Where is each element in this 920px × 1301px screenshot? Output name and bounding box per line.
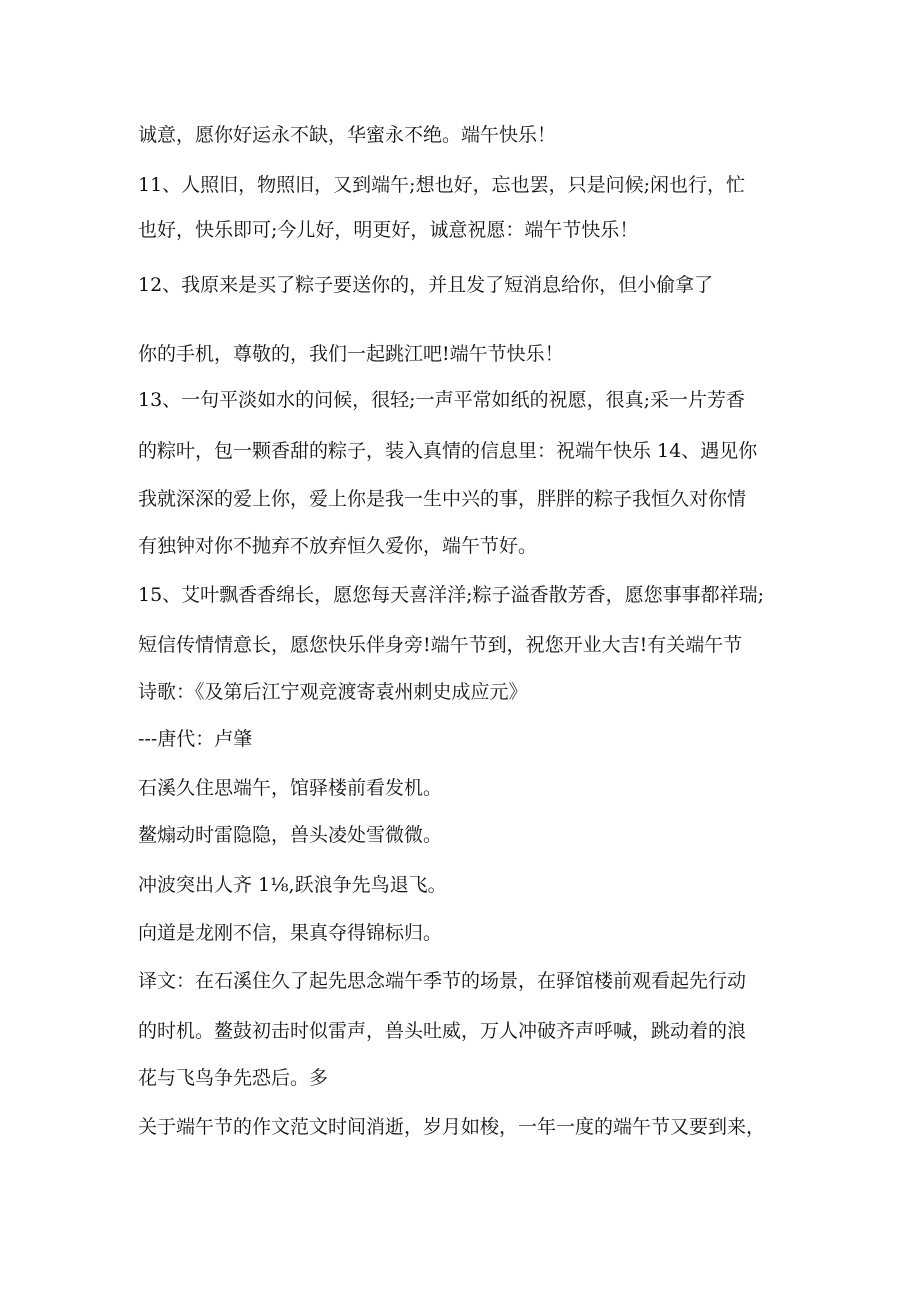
text-line: 译文：在石溪住久了起先思念端午季节的场景，在驿馆楼前观看起先行动 [138,970,747,992]
text-line: 13、一句平淡如水的问候，很轻;一声平常如纸的祝愿，很真;采一片芳香 [138,389,745,411]
text-line: 花与飞鸟争先恐后。多 [138,1067,329,1089]
text-line: 也好，快乐即可;今儿好，明更好，诚意祝愿：端午节快乐！ [138,219,639,241]
text-line: 12、我原来是买了粽子要送你的，并且发了短消息给你，但小偷拿了 [138,274,714,296]
text-line: 诗歌：《及第后江宁观竞渡寄袁州刺史成应元》 [138,681,528,703]
text-line: ---唐代：卢肇 [138,728,253,750]
text-line: 石溪久住思端午，馆驿楼前看发机。 [138,777,443,799]
text-line: 短信传情情意长，愿您快乐伴身旁!端午节到，祝您开业大吉!有关端午节 [138,634,743,656]
text-line: 11、人照旧，物照旧，又到端午;想也好，忘也罢，只是问候;闲也行，忙 [138,174,745,196]
text-line: 鳌煽动时雷隐隐，兽头凌处雪微微。 [138,824,443,846]
text-line: 的粽叶，包一颗香甜的粽子，装入真情的信息里：祝端午快乐 14、遇见你 [138,440,758,462]
text-line: 冲波突出人齐 1⅛,跃浪争先鸟退飞。 [138,874,447,896]
text-line: 诚意，愿你好运永不缺，华蜜永不绝。端午快乐！ [138,124,557,146]
text-line: 我就深深的爱上你，爱上你是我一生中兴的事，胖胖的粽子我恒久对你情 [138,488,747,510]
text-line: 有独钟对你不抛弃不放弃恒久爱你，端午节好。 [138,535,538,557]
text-line: 向道是龙刚不信，果真夺得锦标归。 [138,922,443,944]
text-line: 你的手机，尊敬的，我们一起跳江吧!端午节快乐！ [138,343,564,365]
text-line: 15、艾叶飘香香绵长，愿您每天喜洋洋;粽子溢香散芳香，愿您事事都祥瑞; [138,584,764,606]
text-line: 的时机。鳌鼓初击时似雷声，兽头吐威，万人冲破齐声呼喊，跳动着的浪 [138,1020,747,1042]
text-line: 关于端午节的作文范文时间消逝，岁月如梭，一年一度的端午节又要到来， [138,1116,766,1138]
